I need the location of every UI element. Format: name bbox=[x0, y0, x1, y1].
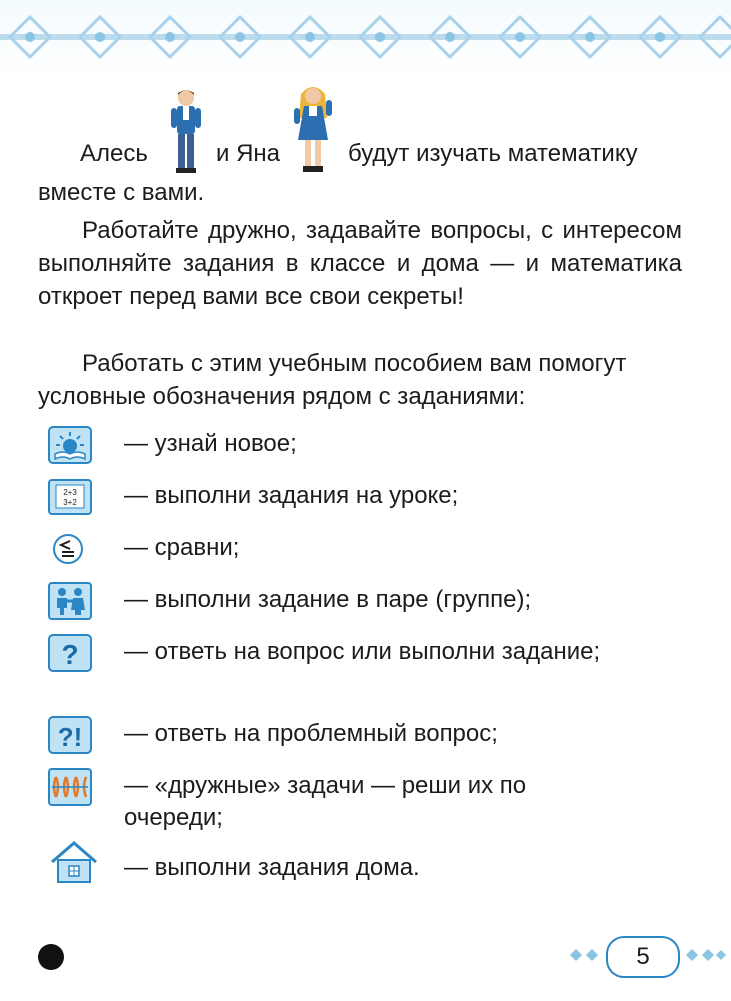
paragraph-1: Работайте дружно, задавайте вопросы, с интересом выполняйте задания в классе и дома — и математика откроет перед вами все свои секреты! bbox=[38, 217, 682, 310]
paragraph-2: Работать с этим учебным пособием вам помогут условные обозначения рядом с заданиями: bbox=[38, 350, 627, 410]
page-number: 5 bbox=[606, 936, 680, 978]
legend-label: — выполни задания на уроке; bbox=[124, 482, 459, 509]
intro-tail: будут изучать математику bbox=[348, 140, 638, 167]
legend-label: — выполни задание в паре (группе); bbox=[124, 586, 532, 613]
page-number-badge bbox=[560, 926, 730, 986]
top-ornament bbox=[0, 0, 731, 80]
board-icon-text-2: 3+2 bbox=[63, 498, 77, 507]
legend-label: — выполни задания дома. bbox=[124, 854, 420, 881]
legend-label: — ответь на вопрос или выполни задание; bbox=[124, 638, 601, 665]
chain-icon bbox=[48, 768, 92, 806]
intro-name-yana: и Яна bbox=[216, 140, 281, 167]
question-icon bbox=[48, 634, 92, 672]
page-bullet bbox=[38, 944, 64, 970]
compare-icon bbox=[48, 530, 92, 568]
problem-question-icon bbox=[48, 716, 92, 754]
legend-label: — сравни; bbox=[124, 534, 240, 561]
pair-icon bbox=[48, 582, 92, 620]
legend-label: — ответь на проблемный вопрос; bbox=[124, 720, 498, 747]
legend-label: — «дружные» задачи — реши их по очереди; bbox=[124, 772, 527, 831]
board-icon-text-1: 2+3 bbox=[63, 488, 77, 497]
legend-label: — узнай новое; bbox=[124, 430, 297, 457]
intro-name-ales: Алесь bbox=[80, 140, 148, 167]
sunrise-book-icon bbox=[48, 426, 92, 464]
house-icon bbox=[48, 840, 100, 884]
question-icon-text: ? bbox=[61, 639, 79, 670]
boy-icon bbox=[166, 88, 206, 178]
intro-line-2: вместе с вами. bbox=[38, 179, 205, 206]
problem-question-icon-text: ?! bbox=[57, 722, 83, 752]
girl-icon bbox=[292, 84, 334, 176]
board-icon bbox=[48, 478, 92, 516]
ornament-pattern bbox=[0, 0, 731, 80]
